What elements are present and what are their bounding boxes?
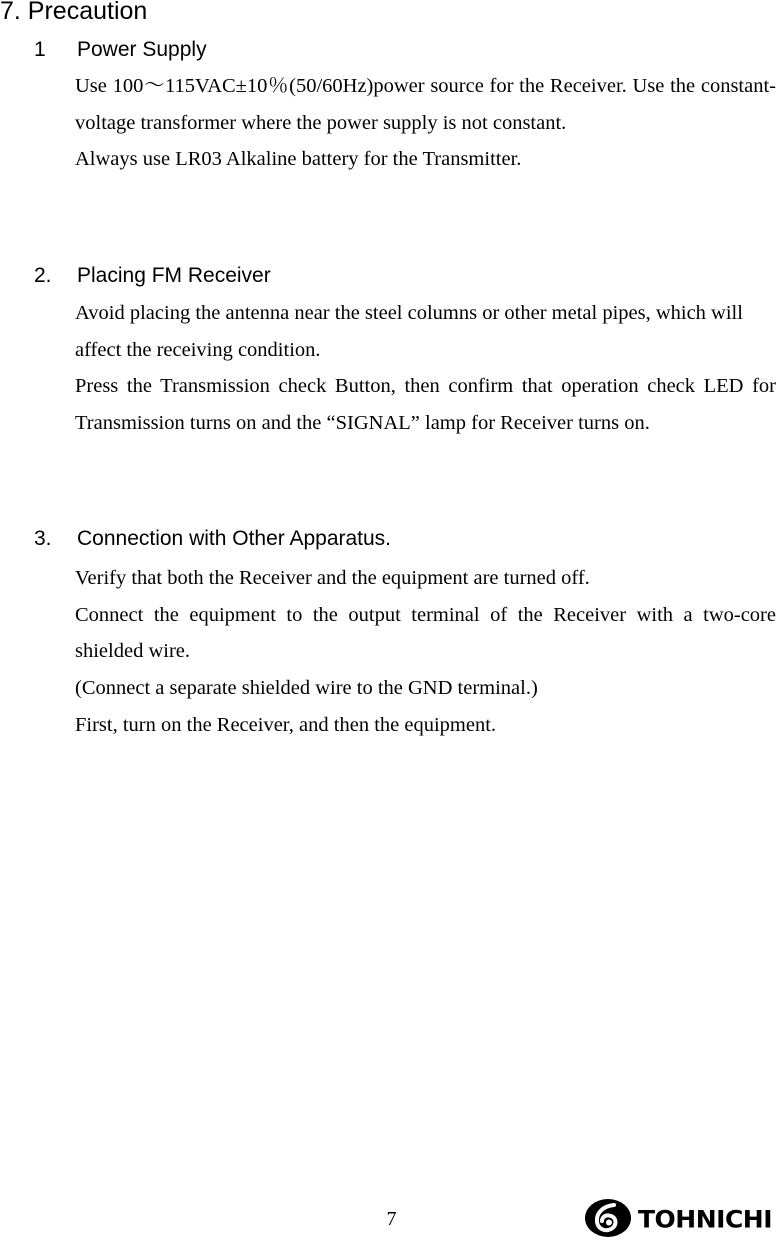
page-number: 7 — [386, 1208, 397, 1230]
section-number: 2. — [34, 264, 52, 287]
tohnichi-emblem-icon — [584, 1198, 636, 1238]
page-title: 7. Precaution — [0, 0, 148, 25]
section-title: Placing FM Receiver — [77, 264, 271, 287]
section-title: Connection with Other Apparatus. — [77, 527, 392, 550]
paragraph: Always use LR03 Alkaline battery for the Transmitter. — [75, 148, 522, 171]
paragraph: Avoid placing the antenna near the steel columns or other metal pipes, which will affect the receiving condition. — [75, 302, 743, 361]
logo-wordmark: TOHNICHI — [638, 1205, 773, 1234]
section-title: Power Supply — [77, 38, 207, 61]
paragraph: Connect the equipment to the output terminal of the Receiver with a two-core shielded wire. — [75, 603, 776, 663]
section-body-connection — [75, 560, 776, 744]
paragraph: Use 100～115VAC±10％(50/60Hz)power source for the Receiver. Use the constant-voltage transformer where the power supply is not constant. — [75, 75, 776, 134]
tohnichi-logo — [584, 1198, 774, 1240]
section-heading-placing-fm-receiver — [34, 264, 271, 288]
paragraph: First, turn on the Receiver, and then the equipment. — [75, 713, 497, 736]
section-body-power-supply — [75, 68, 776, 178]
section-number: 3. — [34, 527, 52, 550]
section-heading-connection — [34, 527, 391, 551]
section-body-placing-fm-receiver — [75, 295, 776, 442]
section-number: 1 — [34, 38, 46, 61]
paragraph: Press the Transmission check Button, then confirm that operation check LED for Transmission turns on and the “SIGNAL” lamp for Receiver turns on. — [75, 375, 776, 435]
paragraph: Verify that both the Receiver and the equipment are turned off. — [75, 567, 590, 589]
paragraph: (Connect a separate shielded wire to the GND terminal.) — [75, 677, 538, 700]
section-heading-power-supply — [34, 38, 207, 62]
